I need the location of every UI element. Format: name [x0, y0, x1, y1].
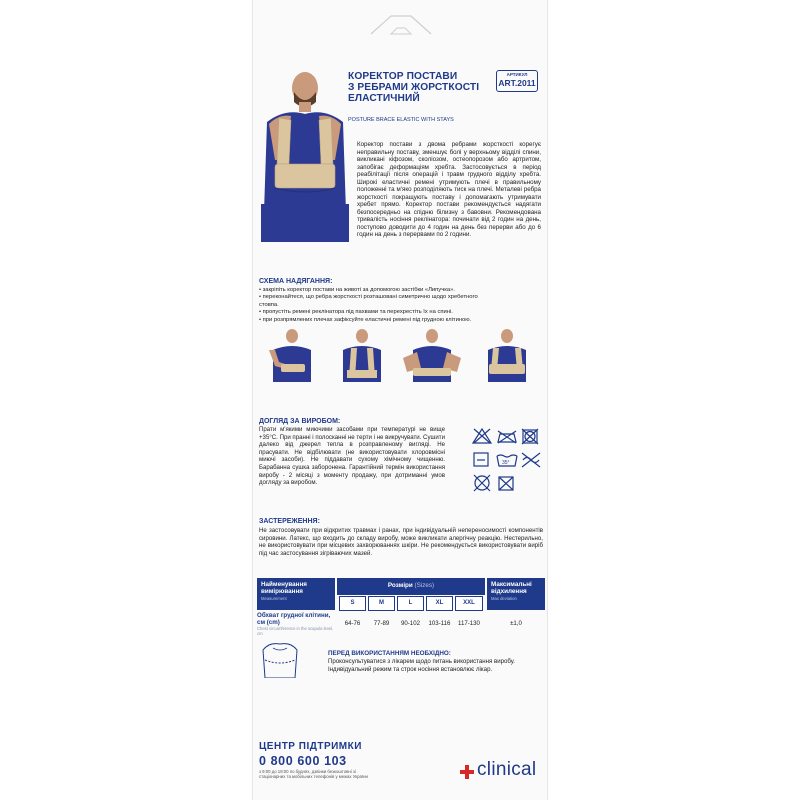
- no-bleach-icon: [473, 429, 491, 443]
- row-chest-label-ua: Обхват грудної клітини, см (cm): [257, 612, 331, 626]
- row-chest-label: [257, 612, 337, 636]
- header-deviation-en: Max deviation: [491, 596, 517, 601]
- scheme-item: • закріпіть коректор постави на животі за допомогою застібки «Липучка».: [259, 287, 455, 293]
- header-measurement-en: Measurement: [261, 596, 287, 601]
- scheme-title: СХЕМА НАДЯГАННЯ:: [259, 278, 333, 285]
- scheme-item: • при розпрямлених плечах зафіксуйте еластичні ремені під грудною клітиною.: [259, 316, 472, 323]
- size-l: L: [397, 596, 424, 611]
- value-s: 64-76: [344, 620, 361, 627]
- wearing-step-4-photo: [488, 329, 526, 382]
- header-measurement-label: Найменування вимірювання: [261, 581, 307, 595]
- value-l: 90-102: [401, 620, 420, 627]
- before-use-title: ПЕРЕД ВИКОРИСТАННЯМ НЕОБХІДНО:: [328, 650, 451, 657]
- size-table-header-deviation: [487, 578, 545, 610]
- no-tumble-dry-icon: [522, 429, 538, 444]
- size-table: [257, 578, 545, 643]
- brand-name: clinical: [477, 759, 537, 780]
- article-caption: АРТИКУЛ: [506, 72, 528, 77]
- size-m: M: [368, 596, 395, 611]
- dry-flat-icon: [474, 453, 488, 466]
- warnings-text: Не застосовувати при відкритих травмах і ранах, при індивідуальній непереносимості компонентів сировини. Латекс, що входить до складу виробу, може викликати алергічну реакцію. Нестерильно, не використовувати при місцевих захворюваннях шкіри. Не рекомендується використовувати виріб під час застосування зігріваючих мазей.: [259, 527, 543, 557]
- size-table-header-sizes: [337, 578, 485, 595]
- product-title-line-1: КОРЕКТОР ПОСТАВИ: [348, 71, 458, 82]
- product-title: [348, 71, 498, 104]
- medical-cross-icon: [459, 764, 475, 780]
- size-xxl: XXL: [455, 596, 483, 611]
- before-use-text: Проконсультуватися з лікарем щодо питань використання виробу. Індивідуальний режим та строк носіння встановлює лікар.: [328, 658, 515, 673]
- wearing-step-2-photo: [343, 329, 381, 382]
- no-dry-clean-icon: [474, 475, 490, 491]
- support-title: ЦЕНТР ПІДТРИМКИ: [259, 741, 362, 752]
- value-xxl: 117-130: [458, 620, 480, 627]
- product-package-card: [252, 0, 548, 800]
- product-title-line-3: ЕЛАСТИЧНИЙ: [348, 93, 420, 104]
- product-model-photo: [261, 64, 349, 242]
- row-chest-label-en: Chest circumference in the scapula level, cm: [257, 626, 334, 636]
- product-description: Коректор постави з двома ребрами жорсткості корегує неправильну поставу, зменшує болі у верхньому відділі спини, викликані кіфозом, сколіозом, остеопорозом або артритом, запобігає деформаціям хребта. Застосовується в період реабілітації після операцій і травм грудного відділу хребта. Широкі еластичні ремені утримують плечі в правильному положенні та м'яко розподіляють тиск на плечі. Металеві ребра жорсткості покращують поставу і допомагають утримувати хребет прямо. Коректор постави рекомендується надягати безпосередньо на спідню білизну з бавовни. Рекомендована тривалість носіння реклінатора: починати від 2 годин на день, поступово доводити до 4 годин на день без перерви або до 6 годин на день з перервами по 2 години.: [357, 141, 541, 238]
- size-xl: XL: [426, 596, 453, 611]
- value-xl: 103-116: [428, 620, 451, 627]
- care-text: Прати м'якими миючими засобами при температурі не вище +35°С. При пранні і полосканні не терти і не викручувати. Сушити далеко від джерел тепла в розправленому вигляді. Не прасувати. Не відбілювати (не використовувати хлоровмісні миючі засоби). Не піддавати сухому хімічному чищенню. Барабанна сушка заборонена. Гарантійний термін використання виробу - 2 місяці з моменту продажу, при дотриманні умов догляду за виробом.: [259, 426, 445, 487]
- size-table-header-measurement: [257, 578, 335, 610]
- wearing-step-1-photo: [269, 329, 311, 382]
- dont-squeeze-icon: [499, 477, 513, 490]
- care-title: ДОГЛЯД ЗА ВИРОБОМ:: [259, 418, 341, 425]
- care-symbols: [471, 425, 545, 495]
- article-number: ART.2011: [498, 78, 536, 88]
- scheme-list: [259, 287, 544, 324]
- scheme-item: • пропустіть ремені реклінатора під пахвами та перехрестіть їх на спині.: [259, 309, 453, 316]
- svg-text:35°: 35°: [502, 460, 510, 466]
- chest-measure-diagram: [259, 640, 301, 678]
- scheme-item: стовпа.: [259, 301, 279, 308]
- wearing-step-3-photo: [403, 329, 461, 382]
- size-s: S: [339, 596, 366, 611]
- header-sizes-en: (Sizes): [414, 582, 435, 589]
- support-note: з 9:00 до 18:00 по буднях, дзвінки безкоштовні зі стаціонарних та мобільних телефонів у межах України: [259, 769, 368, 780]
- product-title-line-2: З РЕБРАМИ ЖОРСТКОСТІ: [348, 82, 480, 93]
- scheme-item: • переконайтеся, що ребра жорсткості розташовані симетрично щодо хребетного: [259, 294, 478, 301]
- article-badge: [496, 70, 538, 92]
- product-subtitle-en: POSTURE BRACE ELASTIC WITH STAYS: [348, 117, 454, 123]
- wearing-steps-photos: [267, 328, 537, 382]
- support-phone: 0 800 600 103: [259, 754, 347, 768]
- no-iron-icon: [498, 431, 516, 443]
- hang-hole-icon: [365, 12, 437, 44]
- value-deviation: ±1,0: [510, 620, 522, 627]
- value-m: 77-89: [373, 620, 390, 627]
- hand-wash-35-icon: [497, 455, 517, 466]
- header-deviation-label: Максимальні відхилення: [491, 581, 532, 595]
- header-sizes-label: Розміри: [387, 582, 413, 589]
- warnings-title: ЗАСТЕРЕЖЕННЯ:: [259, 518, 320, 525]
- no-wring-icon: [522, 453, 540, 467]
